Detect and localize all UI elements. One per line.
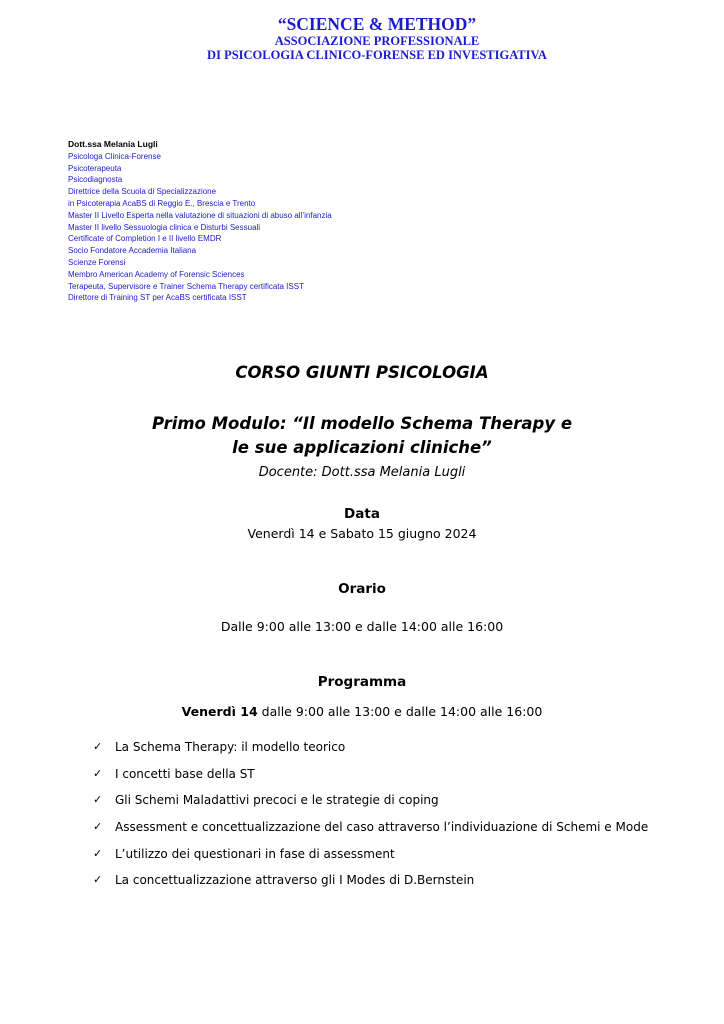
list-item [93,820,648,847]
course-title: CORSO GIUNTI PSICOLOGIA [235,363,489,382]
credential-line: Direttore di Training ST per AcaBS certificata ISST [68,293,247,303]
credential-line: Membro American Academy of Forensic Sciences [68,269,245,279]
document-header [0,14,724,62]
credential-line: Terapeuta, Supervisore e Trainer Schema Therapy certificata ISST [68,281,304,291]
checkmark-icon: ✓ [93,740,103,753]
credential-line: Psicodiagnosta [68,175,123,185]
checkmark-icon: ✓ [93,766,103,780]
topic-text: La Schema Therapy: il modello teorico [115,740,346,754]
checkmark-icon: ✓ [93,873,103,887]
topic-text: La concettualizzazione attraverso gli I Modes di D.Bernstein [115,873,475,888]
program-heading: Programma [317,674,407,690]
list-item [93,767,648,794]
program-topics-list [93,740,648,900]
date-heading: Data [344,506,380,522]
list-item [93,847,648,874]
topic-text: L’utilizzo dei questionari in fase di assessment [115,846,395,861]
list-item [93,740,648,767]
module-title-line-1: Primo Modulo: “Il modello Schema Therapy e [151,414,573,433]
credential-line: Master II livello Sessuologia clinica e Disturbi Sessuali [68,222,261,232]
teacher-profile [68,139,332,304]
program-day-line [0,704,724,719]
credential-line: Direttrice della Scuola di Specializzazione [68,187,217,197]
hours-value: Dalle 9:00 alle 13:00 e dalle 14:00 alle 16:00 [220,619,504,634]
checkmark-icon: ✓ [93,820,103,834]
list-item [93,873,648,900]
checkmark-icon: ✓ [93,846,103,860]
organization-subtitle-2: DI PSICOLOGIA CLINICO-FORENSE ED INVESTIGATIVA [207,48,547,62]
checkmark-icon: ✓ [93,793,103,807]
credential-line: Psicologa Clinica-Forense [68,151,161,161]
module-title [0,412,724,460]
topic-text: Assessment e concettualizzazione del caso attraverso l’individuazione di Schemi e Mode [115,820,649,835]
topic-text: Gli Schemi Maladattivi precoci e le strategie di coping [115,793,439,808]
list-item [93,793,648,820]
credential-line: in Psicoterapia AcaBS di Reggio E., Brescia e Trento [68,198,256,208]
date-value: Venerdì 14 e Sabato 15 giugno 2024 [247,526,477,541]
organization-subtitle-1: ASSOCIAZIONE PROFESSIONALE [274,34,480,48]
topic-text: I concetti base della ST [115,766,255,781]
credential-line: Socio Fondatore Accademia Italiana [68,246,197,256]
program-day: Venerdì 14 [181,704,258,719]
credential-line: Master II Livello Esperta nella valutazione di situazioni di abuso all’infanzia [68,210,332,220]
profile-name: Dott.ssa Melania Lugli [68,139,158,149]
organization-name: “SCIENCE & METHOD” [277,14,477,34]
credential-line: Psicoterapeuta [68,163,122,173]
teacher-line: Docente: Dott.ssa Melania Lugli [258,465,466,480]
credential-line: Certificate of Completion I e II livello EMDR [68,234,222,244]
program-day-hours: dalle 9:00 alle 13:00 e dalle 14:00 alle 16:00 [257,704,543,719]
hours-heading: Orario [338,581,386,597]
module-title-line-2: le sue applicazioni cliniche” [232,438,492,457]
credential-line: Scienze Forensi [68,257,126,267]
